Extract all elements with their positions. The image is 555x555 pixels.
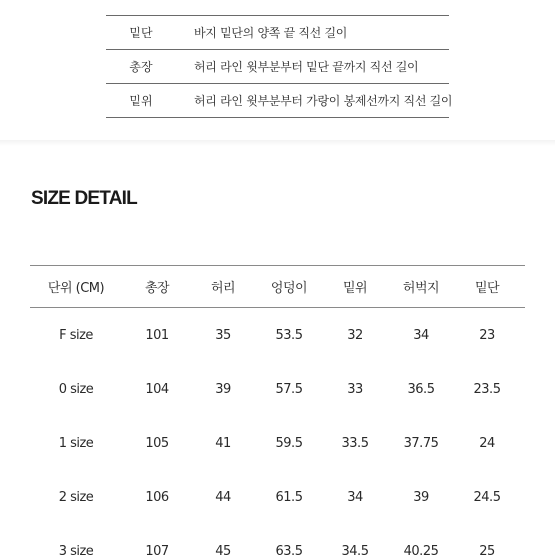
guide-term: [106, 0, 176, 2]
rise-cell: 33.5: [341, 435, 369, 451]
measurement-guide-table: [106, 0, 453, 118]
waist-cell: 45: [215, 543, 231, 555]
waist-cell: 35: [215, 327, 231, 343]
total-length-cell: 106: [145, 489, 169, 505]
thigh-cell: 37.75: [403, 435, 439, 451]
size-label-cell: 3 size: [58, 543, 94, 555]
table-row: [30, 470, 525, 524]
hem-cell: 24: [479, 435, 495, 451]
guide-row: [106, 50, 449, 84]
section-divider: [0, 140, 555, 146]
rise-cell: 34: [347, 489, 363, 505]
header-hem: 밑단: [474, 281, 500, 296]
hip-cell: 53.5: [275, 327, 303, 343]
hem-cell: 23: [479, 327, 495, 343]
guide-term: 밑위: [129, 94, 153, 108]
size-detail-title: SIZE DETAIL: [31, 188, 137, 209]
thigh-cell: 40.25: [403, 543, 439, 555]
header-hip: 엉덩이: [270, 281, 308, 296]
guide-term: 총장: [129, 60, 153, 74]
thigh-cell: 34: [413, 327, 429, 343]
waist-cell: 39: [215, 381, 231, 397]
guide-row: [106, 0, 449, 16]
guide-row: [106, 16, 449, 50]
waist-cell: 41: [215, 435, 231, 451]
size-detail-table: [30, 265, 525, 555]
header-rise: 밑위: [342, 281, 368, 296]
total-length-cell: 107: [145, 543, 169, 555]
table-row: [30, 416, 525, 470]
rise-cell: 32: [347, 327, 363, 343]
size-label-cell: 1 size: [58, 435, 94, 451]
hip-cell: 57.5: [275, 381, 303, 397]
hem-cell: 23.5: [473, 381, 501, 397]
thigh-cell: 39: [413, 489, 429, 505]
hem-cell: 24.5: [473, 489, 501, 505]
size-label-cell: 2 size: [58, 489, 94, 505]
total-length-cell: 101: [145, 327, 169, 343]
rise-cell: 34.5: [341, 543, 369, 555]
size-label-cell: 0 size: [58, 381, 94, 397]
table-row: [30, 524, 525, 555]
header-thigh: 허벅지: [402, 281, 440, 296]
thigh-cell: 36.5: [407, 381, 435, 397]
guide-description: 허리 라인 윗부분부터 가랑이 봉제선까지 직선 길이: [194, 94, 453, 108]
header-unit: 단위 (CM): [47, 281, 105, 296]
size-label-cell: F size: [59, 327, 93, 343]
table-header-row: [30, 265, 525, 308]
hem-cell: 25: [479, 543, 495, 555]
table-row: [30, 308, 525, 362]
header-total-length: 총장: [144, 281, 170, 296]
hip-cell: 61.5: [275, 489, 303, 505]
hip-cell: 63.5: [275, 543, 303, 555]
size-guide-section: [0, 0, 555, 140]
waist-cell: 44: [215, 489, 231, 505]
guide-term: 밑단: [129, 26, 153, 40]
total-length-cell: 104: [145, 381, 169, 397]
guide-description: [194, 0, 452, 2]
total-length-cell: 105: [145, 435, 169, 451]
guide-description: 허리 라인 윗부분부터 밑단 끝까지 직선 길이: [194, 60, 419, 74]
header-waist: 허리: [210, 281, 236, 296]
guide-description: 바지 밑단의 양쪽 끝 직선 길이: [194, 26, 348, 40]
table-row: [30, 362, 525, 416]
rise-cell: 33: [347, 381, 363, 397]
hip-cell: 59.5: [275, 435, 303, 451]
guide-row: [106, 84, 453, 118]
